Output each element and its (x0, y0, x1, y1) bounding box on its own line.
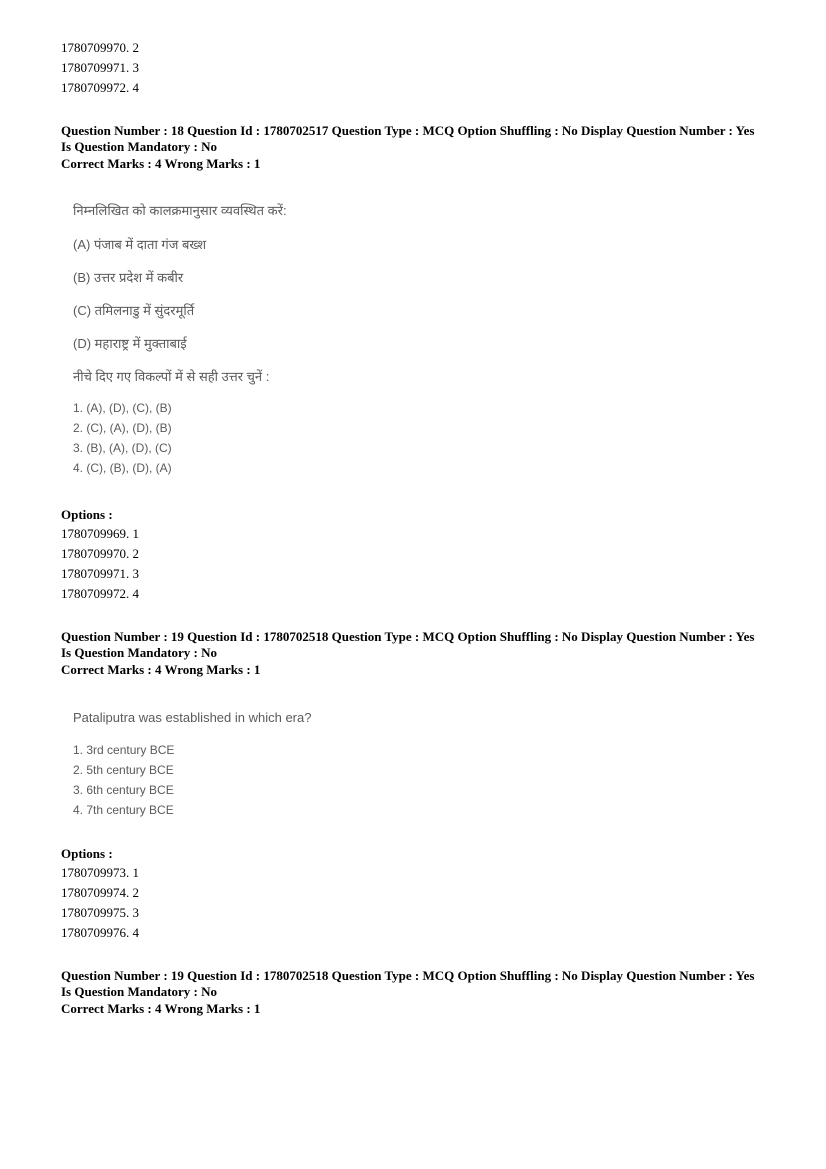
option-line: 1780709970. 2 (61, 546, 139, 561)
previous-options (61, 39, 139, 97)
instruction: नीचे दिए गए विकल्पों में से सही उत्तर चुनें : (73, 369, 270, 384)
question-18-options (61, 506, 139, 603)
option-line: 1780709972. 4 (61, 80, 139, 95)
answer-choice: 2. (C), (A), (D), (B) (73, 421, 172, 435)
answer-choice: 3. 6th century BCE (73, 783, 174, 797)
option-line: 1780709971. 3 (61, 60, 139, 75)
question-19-repeat-header (61, 968, 754, 1017)
mandatory-line: Is Question Mandatory : No (61, 983, 218, 999)
marks-line: Correct Marks : 4 Wrong Marks : 1 (61, 1001, 261, 1016)
question-stem: निम्नलिखित को कालक्रमानुसार व्यवस्थित करें: (73, 203, 287, 218)
option-line: 1780709969. 1 (61, 526, 139, 541)
options-title: Options : (61, 846, 113, 861)
question-19-header (61, 629, 754, 678)
options-title: Options : (61, 507, 113, 522)
question-meta-line: Question Number : 19 Question Id : 1780702518 Question Type : MCQ Option Shuffling : No Display Question Number : Yes (61, 968, 755, 983)
statement-c: (C) तमिलनाडु में सुंदरमूर्ति (73, 303, 195, 318)
statement-b: (B) उत्तर प्रदेश में कबीर (73, 270, 184, 285)
statement-d: (D) महाराष्ट्र में मुक्ताबाई (73, 336, 187, 351)
answer-choice: 4. (C), (B), (D), (A) (73, 461, 172, 475)
answer-choice: 1. 3rd century BCE (73, 743, 175, 757)
question-meta-line: Question Number : 18 Question Id : 1780702517 Question Type : MCQ Option Shuffling : No Display Question Number : Yes (61, 123, 755, 138)
marks-line: Correct Marks : 4 Wrong Marks : 1 (61, 662, 261, 677)
question-19-body (61, 709, 311, 820)
answer-choices (73, 740, 311, 820)
option-line: 1780709971. 3 (61, 566, 139, 581)
option-line: 1780709970. 2 (61, 40, 139, 55)
marks-line: Correct Marks : 4 Wrong Marks : 1 (61, 156, 261, 171)
answer-choice: 3. (B), (A), (D), (C) (73, 441, 172, 455)
option-line: 1780709976. 4 (61, 925, 139, 940)
question-19-options (61, 845, 139, 942)
mandatory-line: Is Question Mandatory : No (61, 644, 218, 660)
option-line: 1780709975. 3 (61, 905, 139, 920)
answer-choice: 4. 7th century BCE (73, 803, 174, 817)
answer-choices (73, 398, 287, 478)
answer-choice: 2. 5th century BCE (73, 763, 174, 777)
question-stem: Pataliputra was established in which era? (73, 710, 312, 725)
answer-choice: 1. (A), (D), (C), (B) (73, 401, 172, 415)
option-line: 1780709974. 2 (61, 885, 139, 900)
mandatory-line: Is Question Mandatory : No (61, 138, 218, 154)
question-18-body (61, 202, 287, 478)
statement-a: (A) पंजाब में दाता गंज बख्श (73, 237, 207, 252)
question-meta-line: Question Number : 19 Question Id : 1780702518 Question Type : MCQ Option Shuffling : No Display Question Number : Yes (61, 629, 755, 644)
option-line: 1780709973. 1 (61, 865, 139, 880)
option-line: 1780709972. 4 (61, 586, 139, 601)
question-18-header (61, 123, 754, 172)
